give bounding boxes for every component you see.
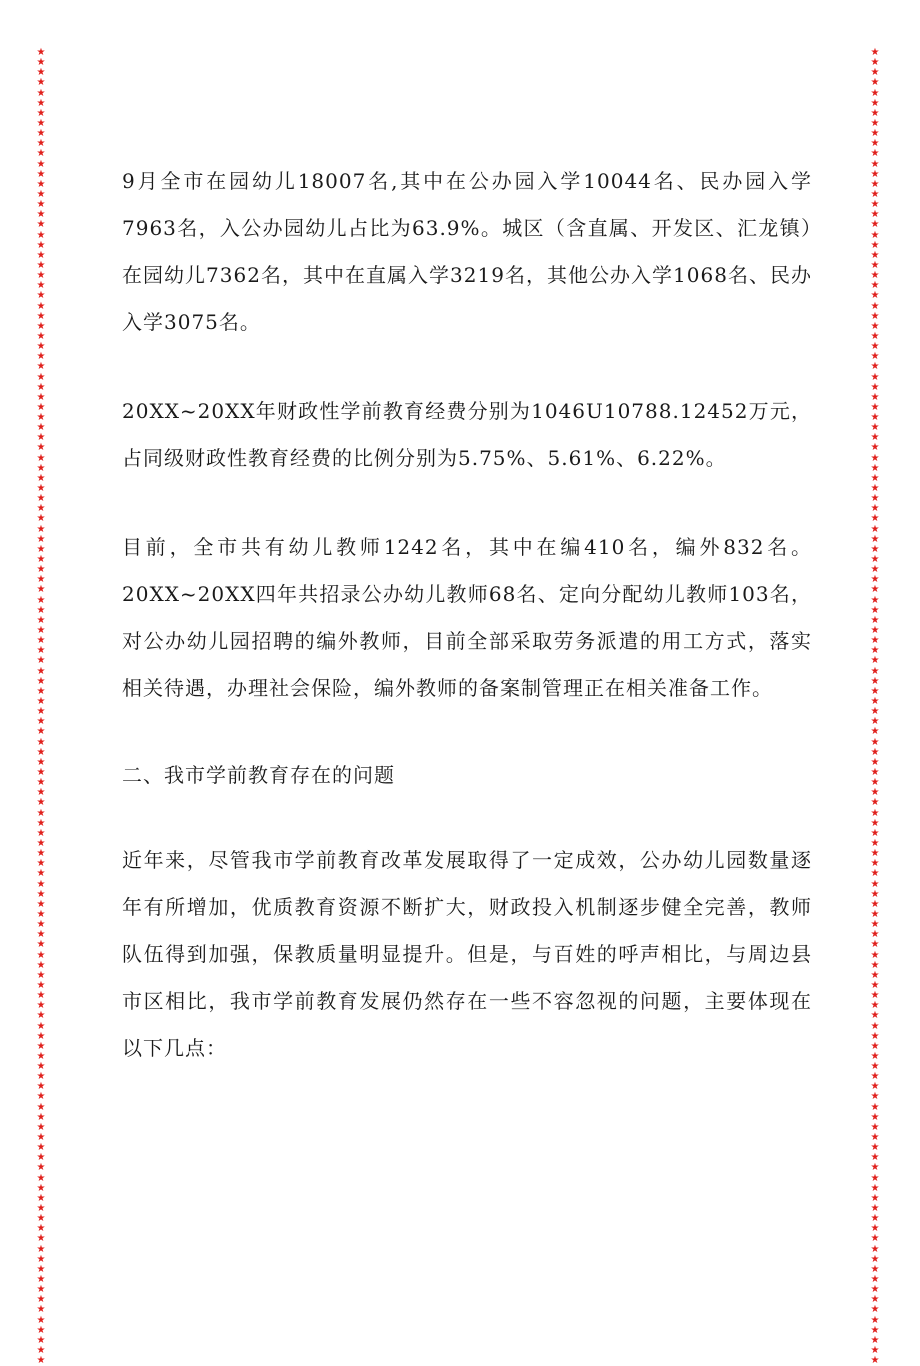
document-body bbox=[122, 158, 812, 1072]
paragraph-problems-intro: 近年来，尽管我市学前教育改革发展取得了一定成效，公办幼儿园数量逐年有所增加，优质教育资源不断扩大，财政投入机制逐步健全完善，教师队伍得到加强，保教质量明显提升。但是，与百姓的呼声相比，与周边县市区相比，我市学前教育发展仍然存在一些不容忽视的问题，主要体现在以下几点： bbox=[122, 848, 812, 1060]
left-star-border: ★ ★ ★ ★ ★ ★ ★ ★ ★ ★ ★ ★ ★ ★ ★ ★ ★ ★ ★ ★ ★ ★ ★ ★ ★ ★ ★ ★ ★ ★ ★ ★ ★ ★ ★ ★ ★ ★ ★ ★ ★ ★ ★ ★ ★ ★ ★ ★ ★ ★ ★ ★ ★ ★ ★ ★ ★ ★ ★ ★ ★ ★ ★ ★ ★ ★ ★ ★ ★ ★ ★ ★ ★ ★ ★ ★ ★ ★ ★ ★ ★ ★ ★ ★ ★ ★ ★ ★ ★ ★ ★ ★ ★ ★ ★ ★ ★ ★ ★ ★ ★ ★ ★ ★ ★ ★ ★ ★ ★ ★ ★ ★ ★ ★ ★ ★ ★ ★ ★ ★ ★ ★ ★ ★ ★ ★ ★ ★ ★ ★ bbox=[36, 47, 46, 1366]
paragraph-education-funding: 20XX~20XX年财政性学前教育经费分别为1046U10788.12452万元，占同级财政性教育经费的比例分别为5.75%、5.61%、6.22%。 bbox=[122, 399, 812, 470]
paragraph-kindergarten-enrollment: 9月全市在园幼儿18007名,其中在公办园入学10044名、民办园入学7963名，入公办园幼儿占比为63.9%。城区（含直属、开发区、汇龙镇）在园幼儿7362名，其中在直属入学3219名，其他公办入学1068名、民办入学3075名。 bbox=[122, 169, 812, 334]
right-star-border: ★ ★ ★ ★ ★ ★ ★ ★ ★ ★ ★ ★ ★ ★ ★ ★ ★ ★ ★ ★ ★ ★ ★ ★ ★ ★ ★ ★ ★ ★ ★ ★ ★ ★ ★ ★ ★ ★ ★ ★ ★ ★ ★ ★ ★ ★ ★ ★ ★ ★ ★ ★ ★ ★ ★ ★ ★ ★ ★ ★ ★ ★ ★ ★ ★ ★ ★ ★ ★ ★ ★ ★ ★ ★ ★ ★ ★ ★ ★ ★ ★ ★ ★ ★ ★ ★ ★ ★ ★ ★ ★ ★ ★ ★ ★ ★ ★ ★ ★ ★ ★ ★ ★ ★ ★ ★ ★ ★ ★ ★ ★ ★ ★ ★ ★ ★ ★ ★ ★ ★ ★ ★ ★ ★ ★ ★ ★ ★ ★ ★ bbox=[870, 47, 880, 1366]
paragraph-teacher-staffing: 目前，全市共有幼儿教师1242名，其中在编410名，编外832名。20XX~20XX四年共招录公办幼儿教师68名、定向分配幼儿教师103名，对公办幼儿园招聘的编外教师，目前全部采取劳务派遣的用工方式，落实相关待遇，办理社会保险，编外教师的备案制管理正在相关准备工作。 bbox=[122, 535, 812, 700]
section-heading-problems: 二、我市学前教育存在的问题 bbox=[122, 763, 395, 787]
